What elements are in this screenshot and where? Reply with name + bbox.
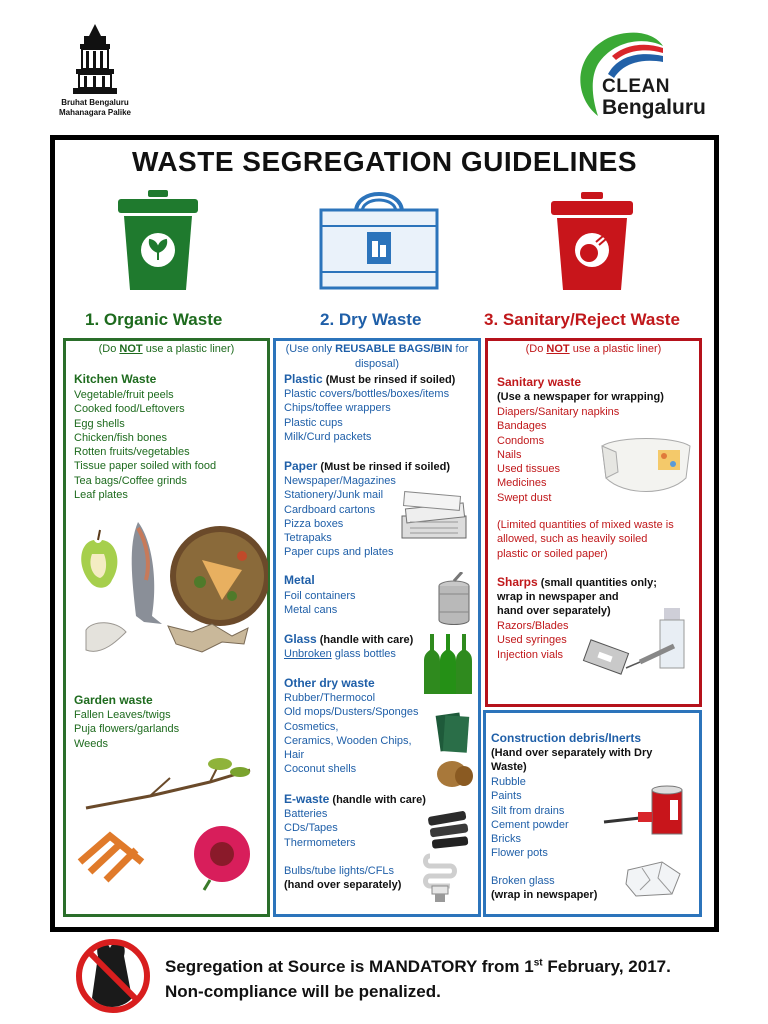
list-item: Tetrapaks <box>284 532 332 545</box>
kitchen-waste-illustration <box>72 520 268 670</box>
broken-glass-line <box>491 874 555 888</box>
list-item: Condoms <box>497 434 545 447</box>
list-item: Batteries <box>284 808 328 820</box>
list-item: plastic or soiled paper) <box>497 547 608 560</box>
list-item: Swept dust <box>497 491 552 504</box>
sanitary-note: (Use a newspaper for wrapping) <box>497 391 664 403</box>
list-item: Bulbs/tube lights/CFLs <box>284 865 395 877</box>
list-item: Unbroken glass bottles <box>284 648 396 660</box>
list-item: Metal cans <box>284 604 338 617</box>
list-item: Chicken/fish bones <box>74 431 167 444</box>
organic-waste-heading: 1. Organic Waste <box>85 310 223 329</box>
list-item: Bricks <box>491 833 521 846</box>
green-bin-icon <box>116 190 200 292</box>
mandatory-notice: Segregation at Source is MANDATORY from 1st February, 2017. <box>165 957 671 976</box>
clean-logo-text-1: CLEAN <box>602 76 670 97</box>
sharps-note-line3: hand over separately) <box>497 605 611 617</box>
list-item: Ceramics, Wooden Chips, <box>284 734 412 747</box>
reject-waste-heading: 3. Sanitary/Reject Waste <box>484 310 680 329</box>
list-item: Fallen Leaves/twigs <box>74 709 171 721</box>
list-item: Chips/toffee wrappers <box>284 402 391 415</box>
list-item: Used syringes <box>497 634 567 647</box>
list-item: Nails <box>497 448 522 461</box>
list-item: Used tissues <box>497 463 560 476</box>
garden-waste-illustration <box>70 752 266 892</box>
sanitary-title: Sanitary waste <box>497 375 582 389</box>
list-item: Cooked food/Leftovers <box>74 403 185 416</box>
list-item: (Limited quantities of mixed waste is <box>497 519 674 531</box>
broken-glass-note: (wrap in newspaper) <box>491 889 598 901</box>
list-item: Leaf plates <box>74 489 128 502</box>
plastic-title: Plastic (Must be rinsed if soiled) <box>284 372 456 386</box>
ewaste-title: E-waste (handle with care) <box>284 792 426 806</box>
list-item: Coconut shells <box>284 763 357 776</box>
list-item: Rotten fruits/vegetables <box>74 446 190 459</box>
bbmp-name-line1: Bruhat Bengaluru <box>61 98 129 107</box>
diaper-icon <box>598 432 694 500</box>
list-item: Cardboard cartons <box>284 503 376 516</box>
construction-title: Construction debris/Inerts <box>491 731 642 745</box>
dry-bag-note: (Use only REUSABLE BAGS/BIN for disposal) <box>285 343 469 370</box>
organic-liner-note: (Do NOT use a plastic liner) <box>98 343 235 355</box>
clean-logo-text-2: Bengaluru <box>602 96 706 119</box>
list-item: Medicines <box>497 477 547 490</box>
list-item: Hair <box>284 749 305 762</box>
list-item: Flower pots <box>491 847 548 860</box>
list-item: Bandages <box>497 420 547 433</box>
list-item: Paints <box>491 790 522 803</box>
other-dry-title: Other dry waste <box>284 676 375 690</box>
list-item: Weeds <box>74 737 109 750</box>
list-item: Vegetable/fruit peels <box>74 389 174 401</box>
reject-liner-note: (Do NOT use a plastic liner) <box>525 343 662 355</box>
construction-note-line1: (Hand over separately with Dry <box>491 747 653 759</box>
bbmp-name-line2: Mahanagara Palike <box>58 108 132 117</box>
kitchen-waste-list <box>74 388 216 502</box>
bulbs-line <box>284 864 394 878</box>
other-dry-list <box>284 691 419 777</box>
ewaste-list <box>284 807 356 850</box>
list-item: Newspaper/Magazines <box>284 475 396 487</box>
glass-title: Glass (handle with care) <box>284 632 414 646</box>
list-item: Foil containers <box>284 590 356 602</box>
list-item: Razors/Blades <box>497 620 569 632</box>
paper-title: Paper (Must be rinsed if soiled) <box>284 459 450 473</box>
no-plastic-bag-icon <box>72 934 154 1016</box>
dry-waste-heading: 2. Dry Waste <box>320 310 422 329</box>
list-item: Paper cups and plates <box>284 546 394 559</box>
clean-bengaluru-logo <box>568 26 718 126</box>
reusable-bag-icon <box>318 186 440 292</box>
list-item: Old mops/Dusters/Sponges <box>284 706 419 719</box>
paper-list <box>284 474 396 560</box>
paint-can-icon <box>600 782 690 838</box>
list-item: Puja flowers/garlands <box>74 723 180 736</box>
newspaper-stack-icon <box>398 486 470 542</box>
list-item: Cement powder <box>491 818 569 831</box>
bbmp-logo <box>50 22 140 118</box>
sponge-coconut-icon <box>434 712 474 792</box>
metal-can-icon <box>436 572 472 628</box>
broken-glass-icon <box>622 858 684 900</box>
metal-title: Metal <box>284 573 315 587</box>
bbmp-emblem-icon <box>70 22 120 98</box>
batteries-icon <box>426 810 472 850</box>
sharps-list <box>497 619 569 662</box>
list-item: Tissue paper soiled with food <box>74 460 217 473</box>
cfl-bulb-icon <box>420 852 460 906</box>
garden-waste-title: Garden waste <box>74 693 153 707</box>
glass-list <box>284 647 396 661</box>
list-item: Egg shells <box>74 417 125 430</box>
list-item: Silt from drains <box>491 804 565 817</box>
list-item: Cosmetics, <box>284 720 339 733</box>
list-item: Tea bags/Coffee grinds <box>74 474 187 487</box>
list-item: Rubble <box>491 776 526 788</box>
list-item: Thermometers <box>284 836 356 849</box>
list-item: Plastic covers/bottles/boxes/items <box>284 388 450 400</box>
sharps-illustration-icon <box>582 606 694 686</box>
bulbs-note: (hand over separately) <box>284 879 402 891</box>
penalty-notice: Non-compliance will be penalized. <box>165 982 441 1001</box>
list-item: Milk/Curd packets <box>284 430 372 443</box>
limited-note <box>497 518 674 561</box>
construction-list <box>491 775 569 861</box>
list-item: Injection vials <box>497 648 564 661</box>
page-title: WASTE SEGREGATION GUIDELINES <box>131 146 638 177</box>
plastic-list <box>284 387 449 444</box>
garden-waste-list <box>74 708 179 751</box>
list-item: Pizza boxes <box>284 517 344 530</box>
sharps-title: Sharps (small quantities only; <box>497 575 657 589</box>
list-item: Stationery/Junk mail <box>284 489 384 502</box>
list-item: CDs/Tapes <box>284 822 338 835</box>
red-bin-icon <box>549 192 635 292</box>
metal-list <box>284 589 356 618</box>
sharps-note-line2: wrap in newspaper and <box>497 591 619 603</box>
list-item: allowed, such as heavily soiled <box>497 533 648 546</box>
kitchen-waste-title: Kitchen Waste <box>74 372 157 386</box>
construction-note-line2: Waste) <box>491 761 527 773</box>
list-item: Diapers/Sanitary napkins <box>497 406 620 418</box>
list-item: Plastic cups <box>284 416 343 429</box>
list-item: Rubber/Thermocol <box>284 692 376 704</box>
glass-bottles-icon <box>424 634 474 696</box>
list-item: Broken glass <box>491 875 555 887</box>
